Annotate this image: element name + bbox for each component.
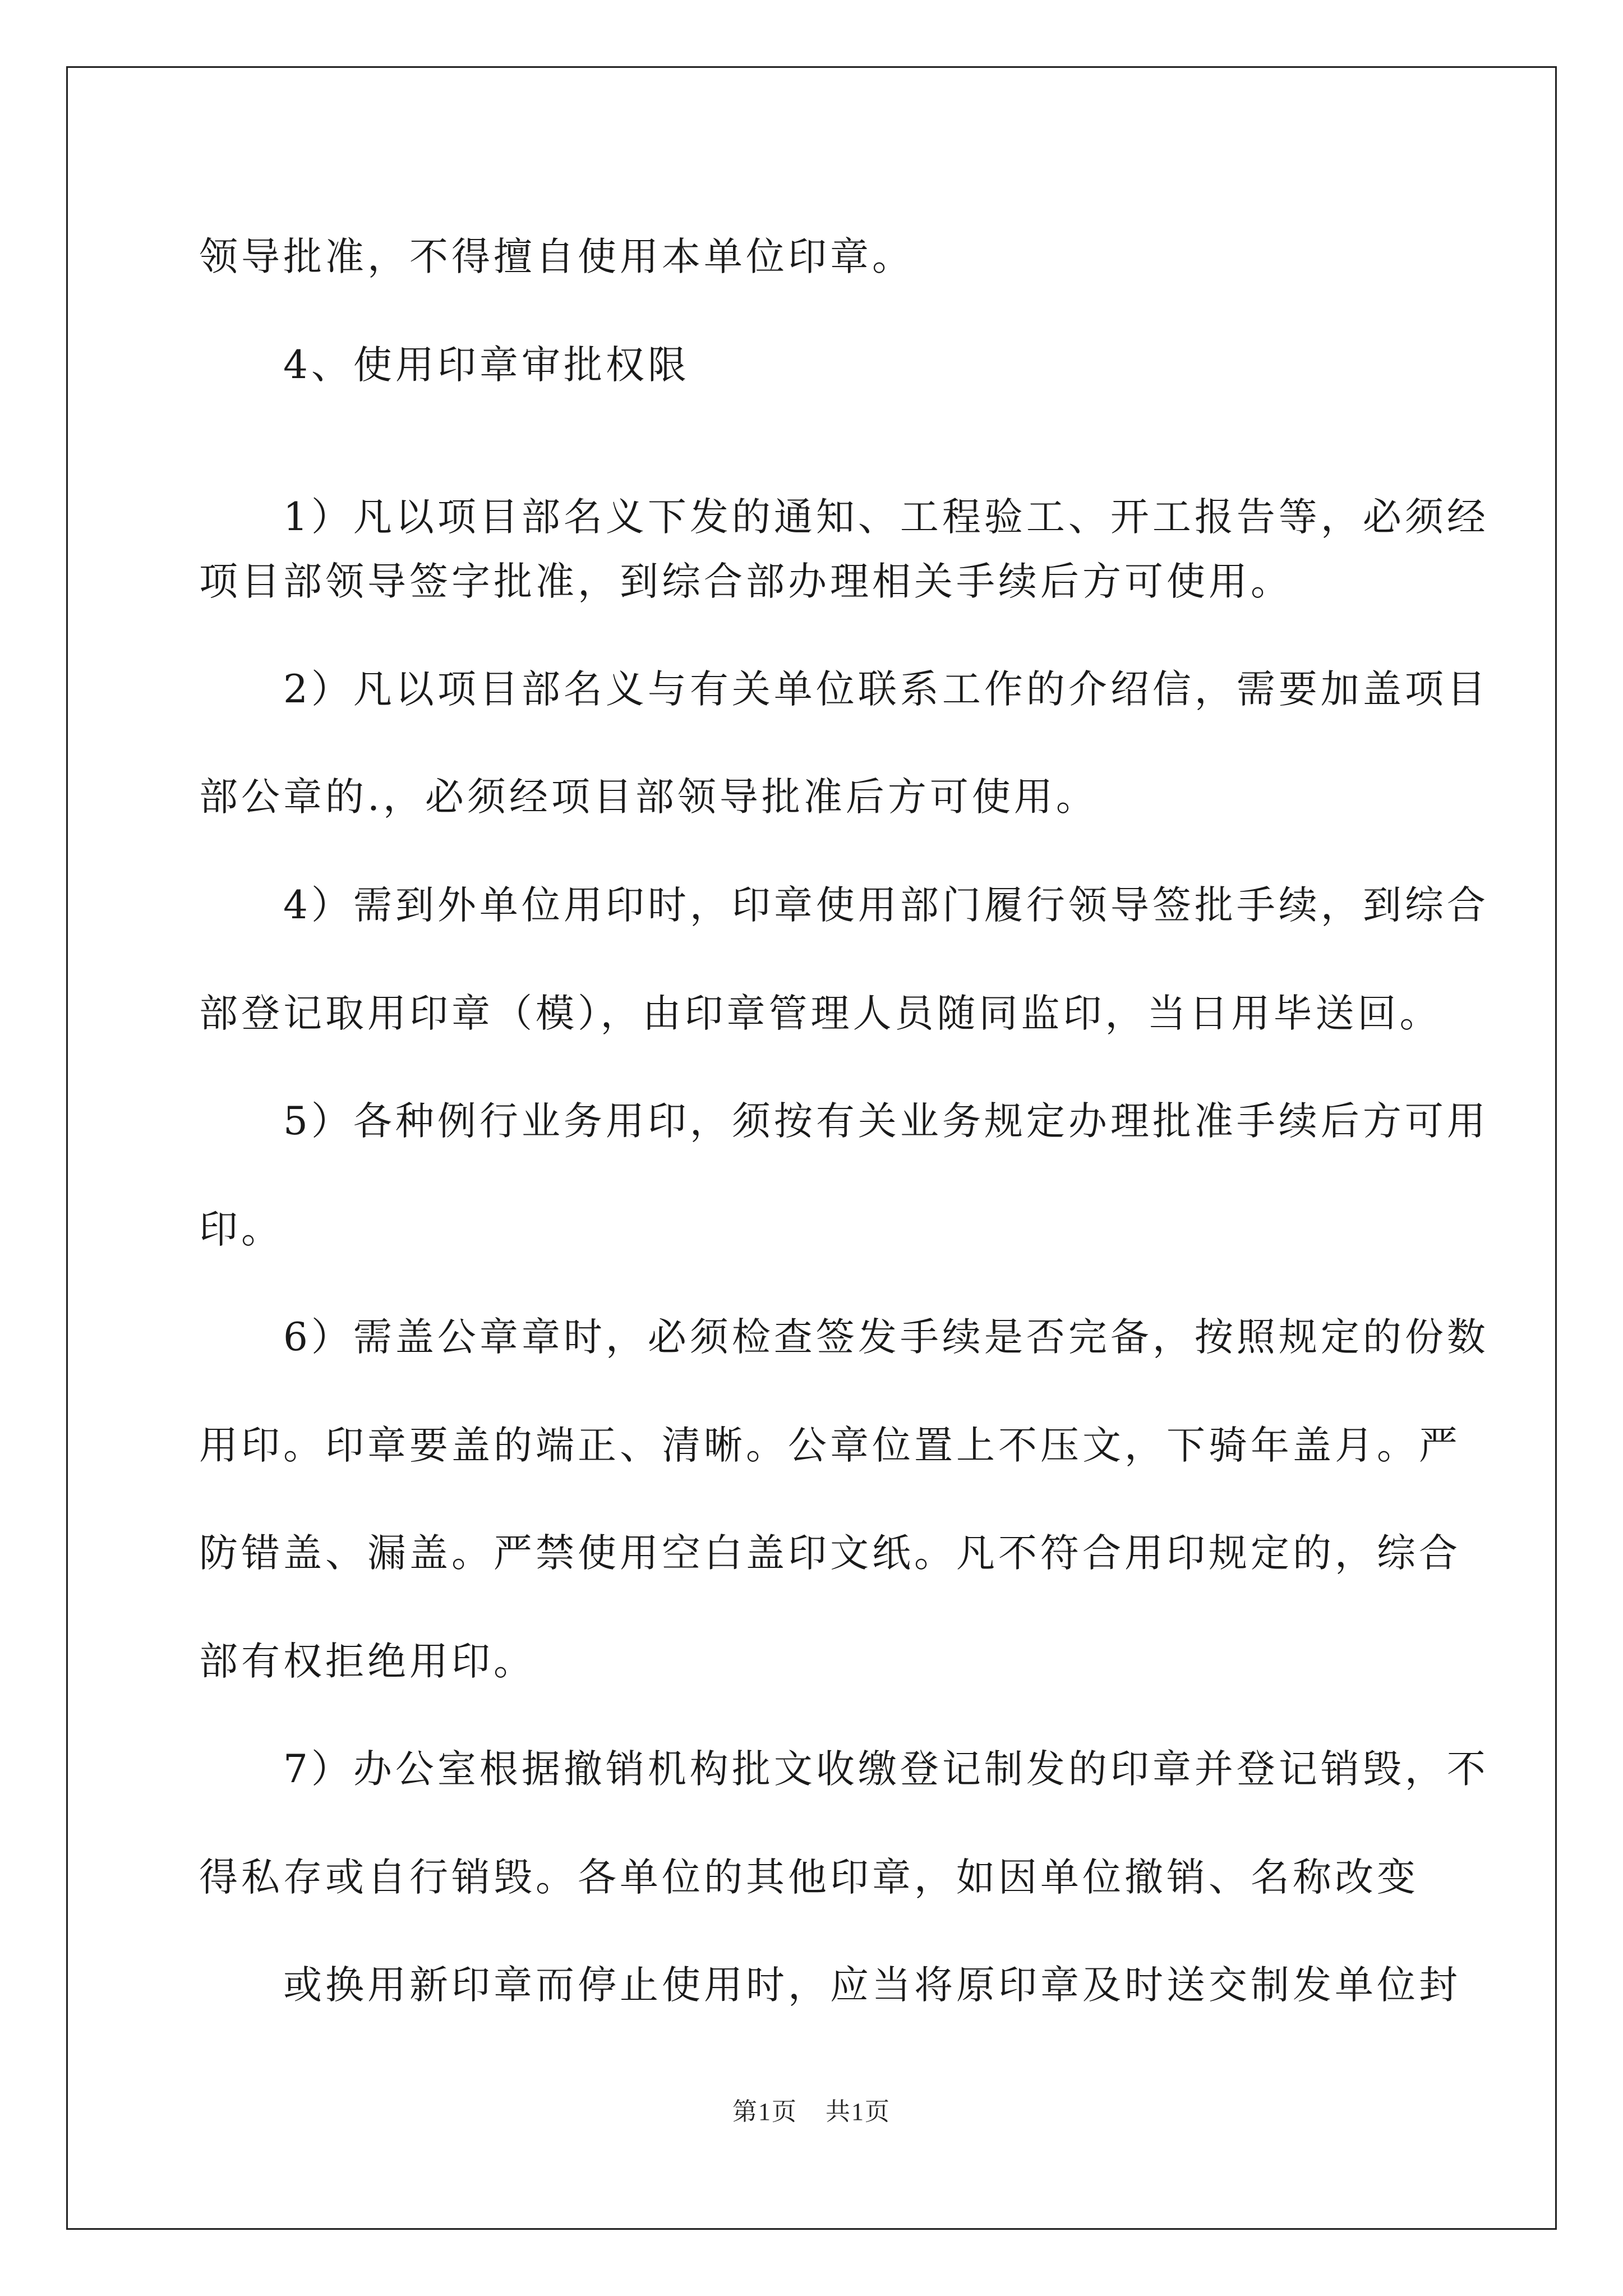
text-line: 6）需盖公章章时，必须检查签发手续是否完备，按照规定的份数 [283,1315,1489,1360]
text-line: 5）各种例行业务用印，须按有关业务规定办理批准手续后方可用 [283,1099,1489,1144]
text-line: 得私存或自行销毁。各单位的其他印章，如因单位撤销、名称改变 [199,1855,1419,1900]
page-number: 第1页 [732,2098,797,2125]
text-line: 部公章的.，必须经项目部领导批准后方可使用。 [199,775,1098,820]
text-line: 领导批准，不得擅自使用本单位印章。 [199,234,914,279]
text-line: 7）办公室根据撤销机构批文收缴登记制发的印章并登记销毁，不 [283,1747,1489,1792]
text-line: 用印。印章要盖的端正、清晰。公章位置上不压文，下骑年盖月。严 [199,1423,1461,1468]
text-line: 4）需到外单位用印时，印章使用部门履行领导签批手续，到综合 [283,883,1489,928]
text-line: 1）凡以项目部名义下发的通知、工程验工、开工报告等，必须经 [283,495,1489,540]
page-total: 共1页 [826,2098,891,2125]
text-line: 部登记取用印章（模），由印章管理人员随同监印，当日用毕送回。 [199,991,1442,1036]
text-line: 部有权拒绝用印。 [199,1639,536,1684]
page-border [66,66,1557,2230]
text-line: 2）凡以项目部名义与有关单位联系工作的介绍信，需要加盖项目 [283,667,1489,712]
text-line: 印。 [199,1207,283,1252]
page-footer [0,2091,1623,2127]
text-line: 或换用新印章而停止使用时，应当将原印章及时送交制发单位封 [283,1963,1461,2008]
text-line: 防错盖、漏盖。严禁使用空白盖印文纸。凡不符合用印规定的，综合 [199,1531,1461,1576]
section-heading: 4、使用印章审批权限 [283,343,690,388]
text-line: 项目部领导签字批准，到综合部办理相关手续后方可使用。 [199,559,1293,604]
